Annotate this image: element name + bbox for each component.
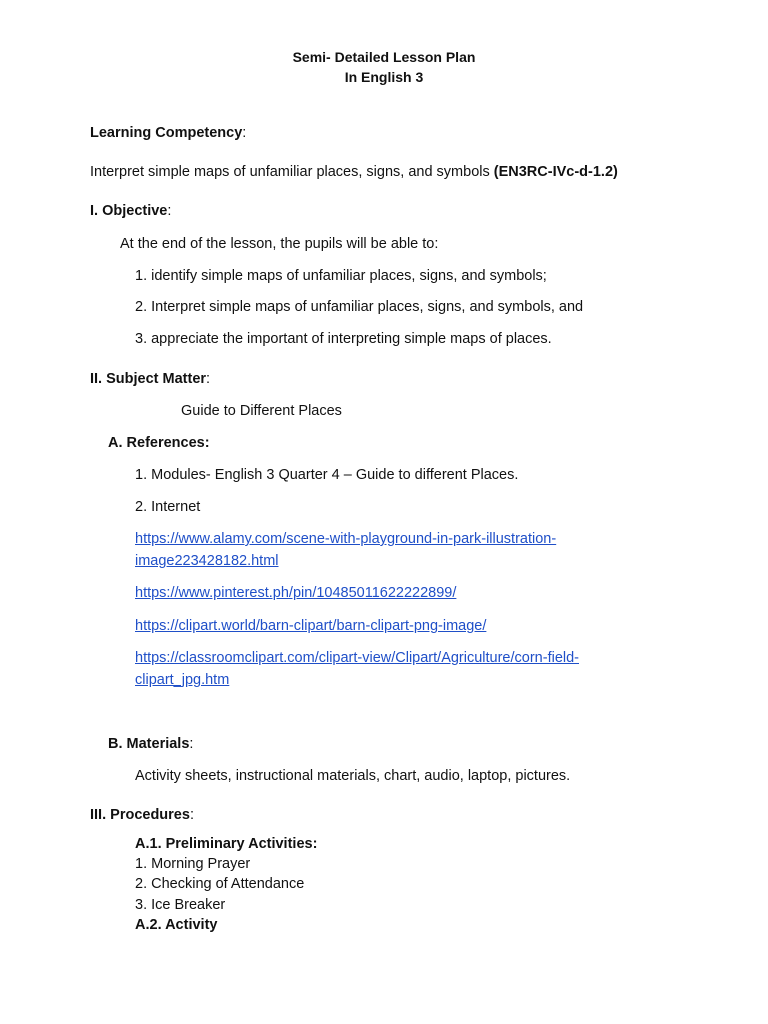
objective-item-2: 2. Interpret simple maps of unfamiliar places, signs, and symbols, and <box>135 299 584 315</box>
objective-intro: At the end of the lesson, the pupils will be able to: <box>120 236 439 252</box>
reference-link-1-continued[interactable]: image223428182.html <box>135 553 279 569</box>
materials-text: Activity sheets, instructional materials, chart, audio, laptop, pictures. <box>135 768 571 784</box>
reference-link-4[interactable]: https://classroomclipart.com/clipart-view/Clipart/Agriculture/corn-field- <box>135 650 579 666</box>
references-heading: A. References: <box>108 435 210 451</box>
materials-heading-colon: : <box>189 736 194 752</box>
procedures-heading-colon: : <box>189 807 194 823</box>
preliminary-item-2: 2. Checking of Attendance <box>135 876 305 892</box>
competency-heading-label: Learning Competency <box>90 125 243 141</box>
preliminary-item-3: 3. Ice Breaker <box>135 897 226 913</box>
materials-heading <box>108 735 193 753</box>
competency-text <box>90 163 618 181</box>
procedures-heading-label: III. Procedures <box>90 807 190 823</box>
document-subtitle: In English 3 <box>344 69 424 85</box>
procedures-heading <box>90 806 194 824</box>
reference-link-3[interactable]: https://clipart.world/barn-clipart/barn-clipart-png-image/ <box>135 618 487 634</box>
objective-heading <box>90 202 171 220</box>
subject-matter-heading-label: II. Subject Matter <box>90 371 207 387</box>
objective-heading-colon: : <box>167 203 172 219</box>
subject-topic: Guide to Different Places <box>181 403 342 419</box>
reference-link-1[interactable]: https://www.alamy.com/scene-with-playground-in-park-illustration- <box>135 531 557 547</box>
objective-item-3: 3. appreciate the important of interpreting simple maps of places. <box>135 331 552 347</box>
competency-description: Interpret simple maps of unfamiliar places, signs, and symbols <box>90 164 494 180</box>
reference-link-4-continued[interactable]: clipart_jpg.htm <box>135 672 230 688</box>
competency-heading <box>90 124 246 142</box>
reference-link-2[interactable]: https://www.pinterest.ph/pin/10485011622222899/ <box>135 585 457 601</box>
competency-heading-colon: : <box>242 125 247 141</box>
reference-item-2: 2. Internet <box>135 499 201 515</box>
document-title: Semi- Detailed Lesson Plan <box>292 49 476 65</box>
competency-code: (EN3RC-IVc-d-1.2) <box>493 164 618 180</box>
objective-item-1: 1. identify simple maps of unfamiliar places, signs, and symbols; <box>135 268 547 284</box>
objective-heading-label: I. Objective <box>90 203 168 219</box>
subject-matter-heading-colon: : <box>206 371 211 387</box>
activity-heading: A.2. Activity <box>135 917 218 933</box>
preliminary-item-1: 1. Morning Prayer <box>135 856 251 872</box>
materials-heading-label: B. Materials <box>108 736 190 752</box>
reference-item-1: 1. Modules- English 3 Quarter 4 – Guide to different Places. <box>135 467 519 483</box>
subject-matter-heading <box>90 370 210 388</box>
preliminary-activities-heading: A.1. Preliminary Activities: <box>135 836 318 852</box>
